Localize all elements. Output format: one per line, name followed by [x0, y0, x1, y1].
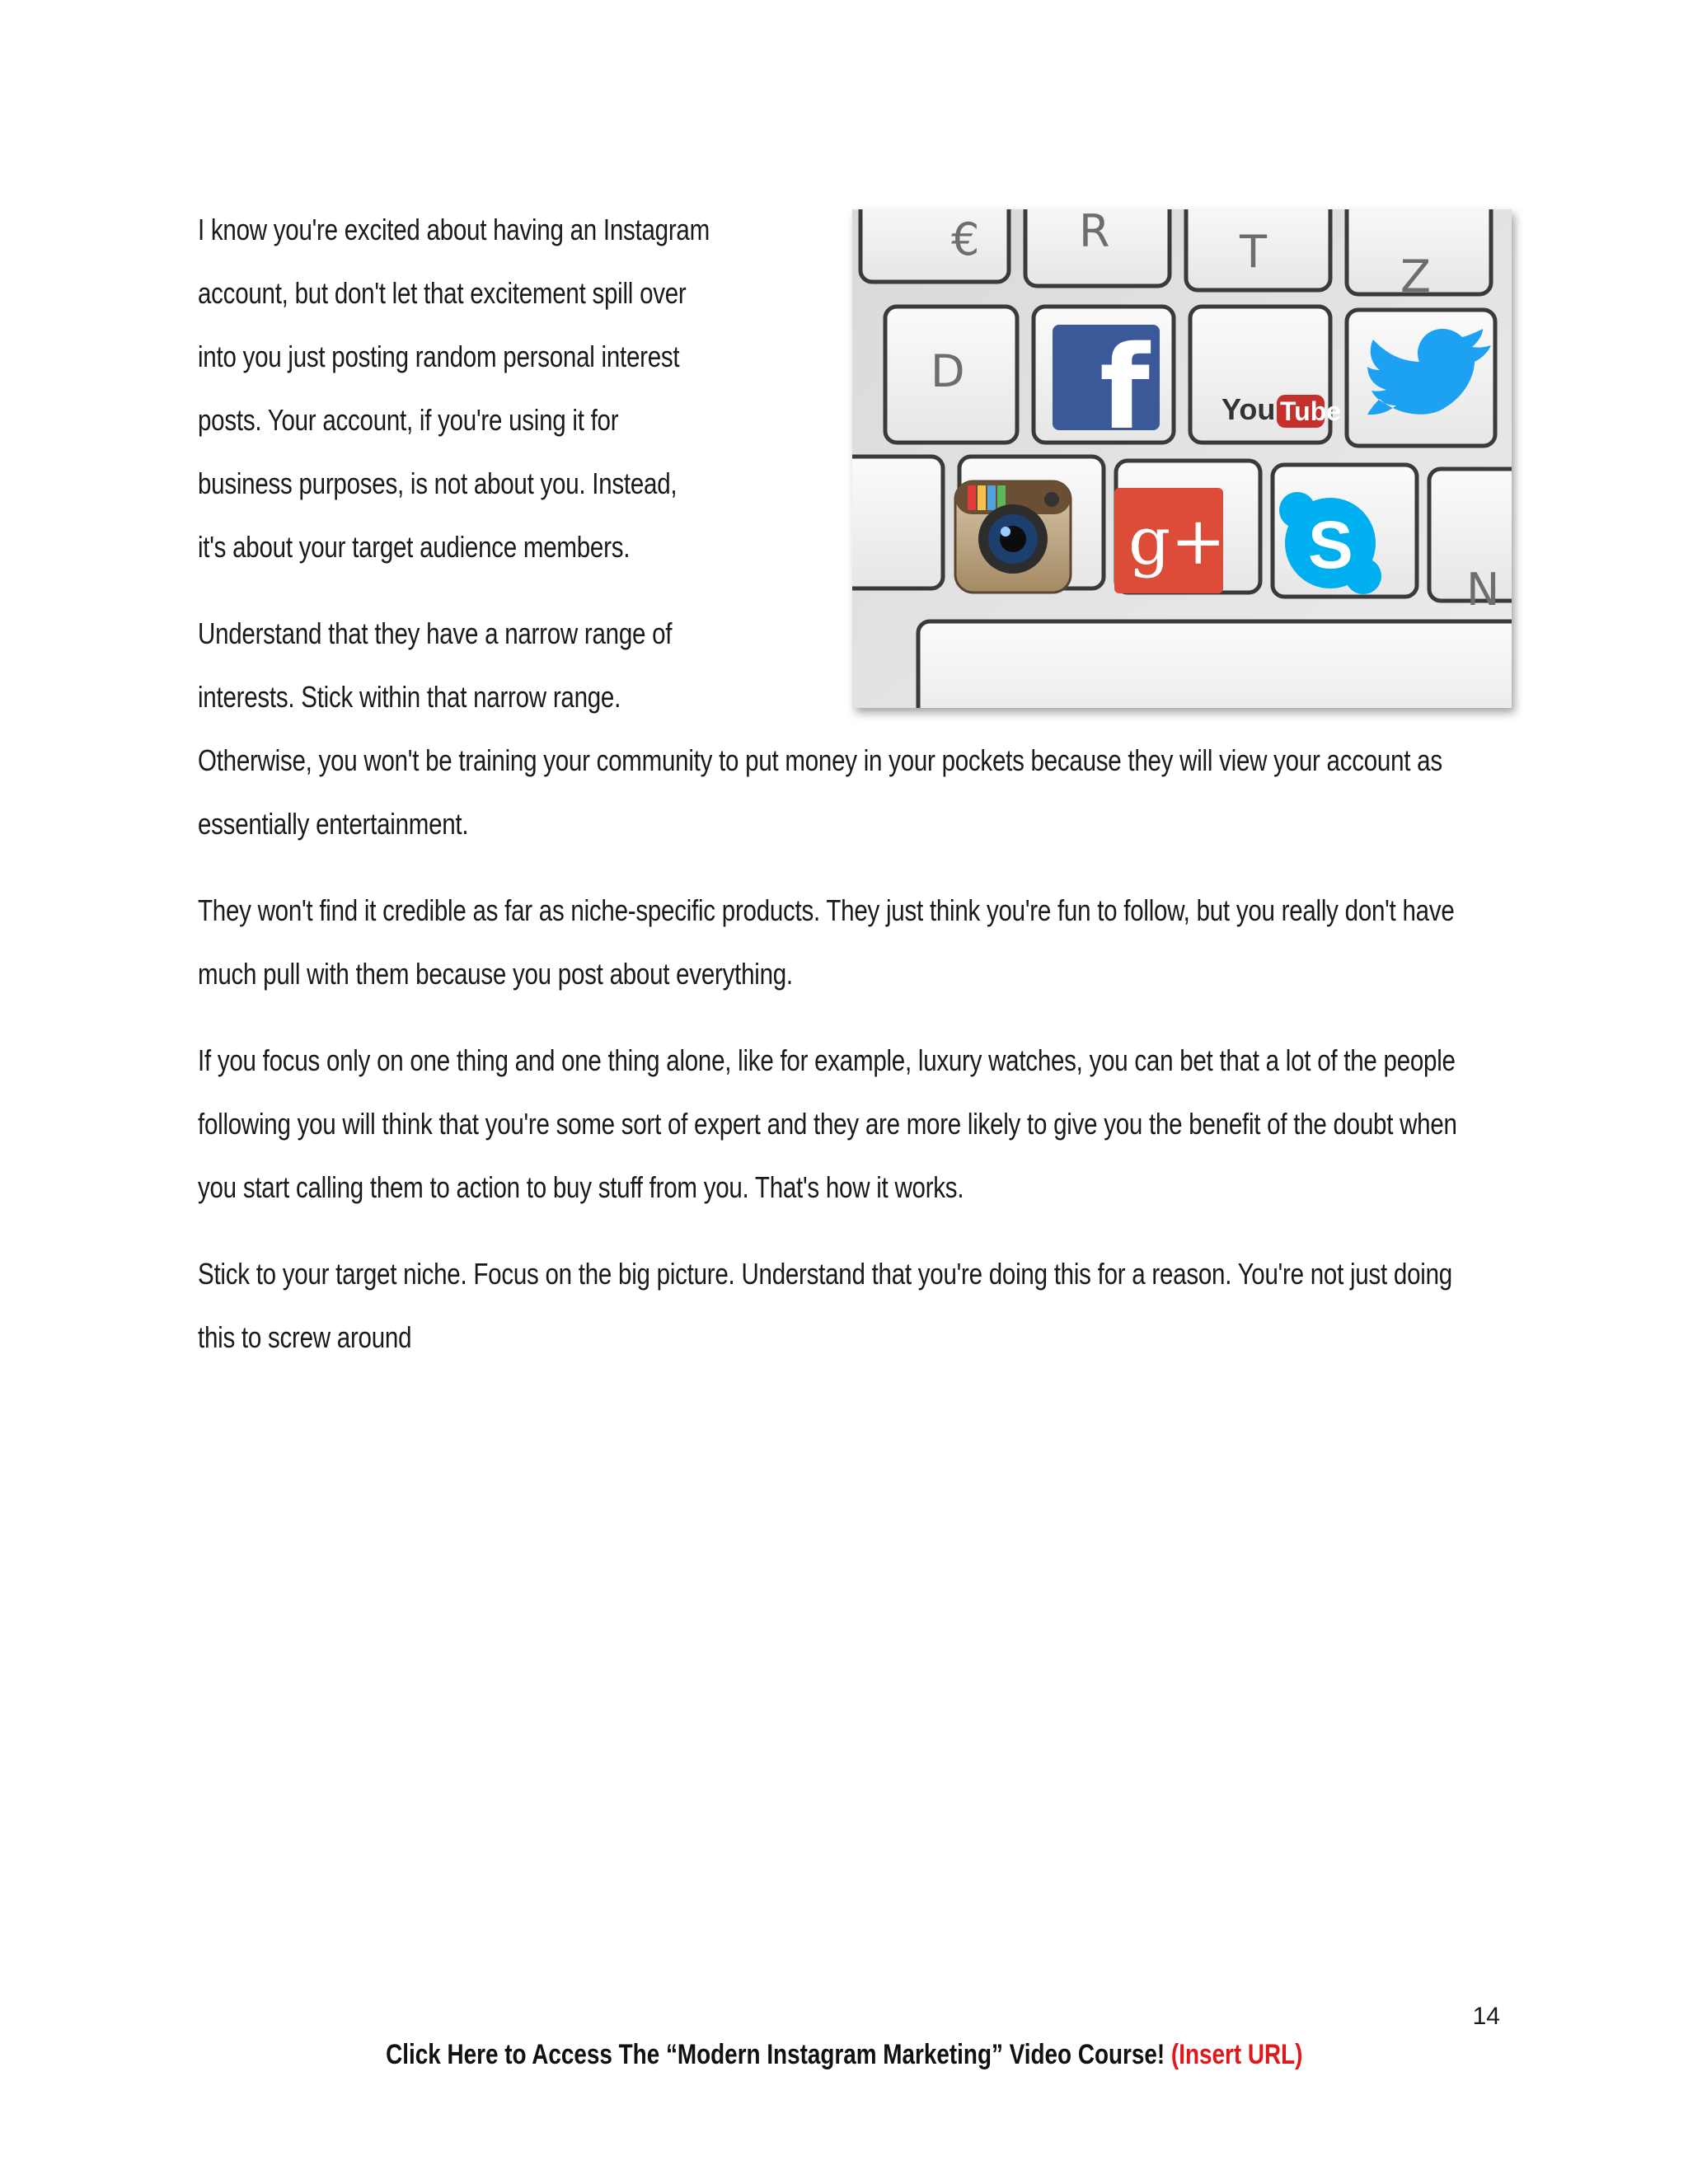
svg-text:f: f	[1100, 321, 1150, 456]
key-label-t: T	[1240, 226, 1267, 278]
svg-text:You: You	[1221, 392, 1276, 426]
insert-url-link[interactable]: (Insert URL)	[1170, 2039, 1303, 2070]
svg-text:Tube: Tube	[1280, 396, 1342, 426]
paragraph-4: If you focus only on one thing and one thing alone, like for example, luxury watches, you can bet that a lot of the people following you will think that you're some sort of expert and they are more likely to give you the benefit of the doubt when you start calling them to action to buy stuff from you. That's how it works.	[198, 1043, 1457, 1204]
body-content	[198, 198, 1500, 1392]
paragraph-2: Understand that they have a narrow range of interests. Stick within that narrow range. Otherwise, you won't be training your community to put money in your pockets because they will view your account as essentially entertainment.	[198, 616, 1442, 841]
key-label-r: R	[1079, 209, 1110, 257]
key-label-euro: €	[951, 213, 980, 265]
key-label-d: D	[931, 345, 965, 397]
paragraph-1: I know you're excited about having an Instagram account, but don't let that excitement spill over into you just posting random personal interest posts. Your account, if you're using it for business purposes, is not about you. Instead, it's about your target audience members.	[198, 213, 710, 564]
key-label-n: N	[1466, 564, 1500, 616]
paragraph-5: Stick to your target niche. Focus on the big picture. Understand that you're doing this for a reason. You're not just doing this to screw around	[198, 1257, 1452, 1354]
page-number: 14	[1472, 2003, 1500, 2030]
paragraph-3: They won't find it credible as far as niche-specific products. They just think you're fun to follow, but you really don't have much pull with them because you post about everything.	[198, 893, 1455, 991]
key-label-z: Z	[1400, 251, 1431, 302]
svg-text:S: S	[1308, 508, 1353, 583]
footer-text[interactable]: Click Here to Access The “Modern Instagram Marketing” Video Course!	[385, 2039, 1165, 2070]
footer-link[interactable]	[0, 2039, 1688, 2071]
svg-text:g+: g+	[1128, 503, 1226, 579]
